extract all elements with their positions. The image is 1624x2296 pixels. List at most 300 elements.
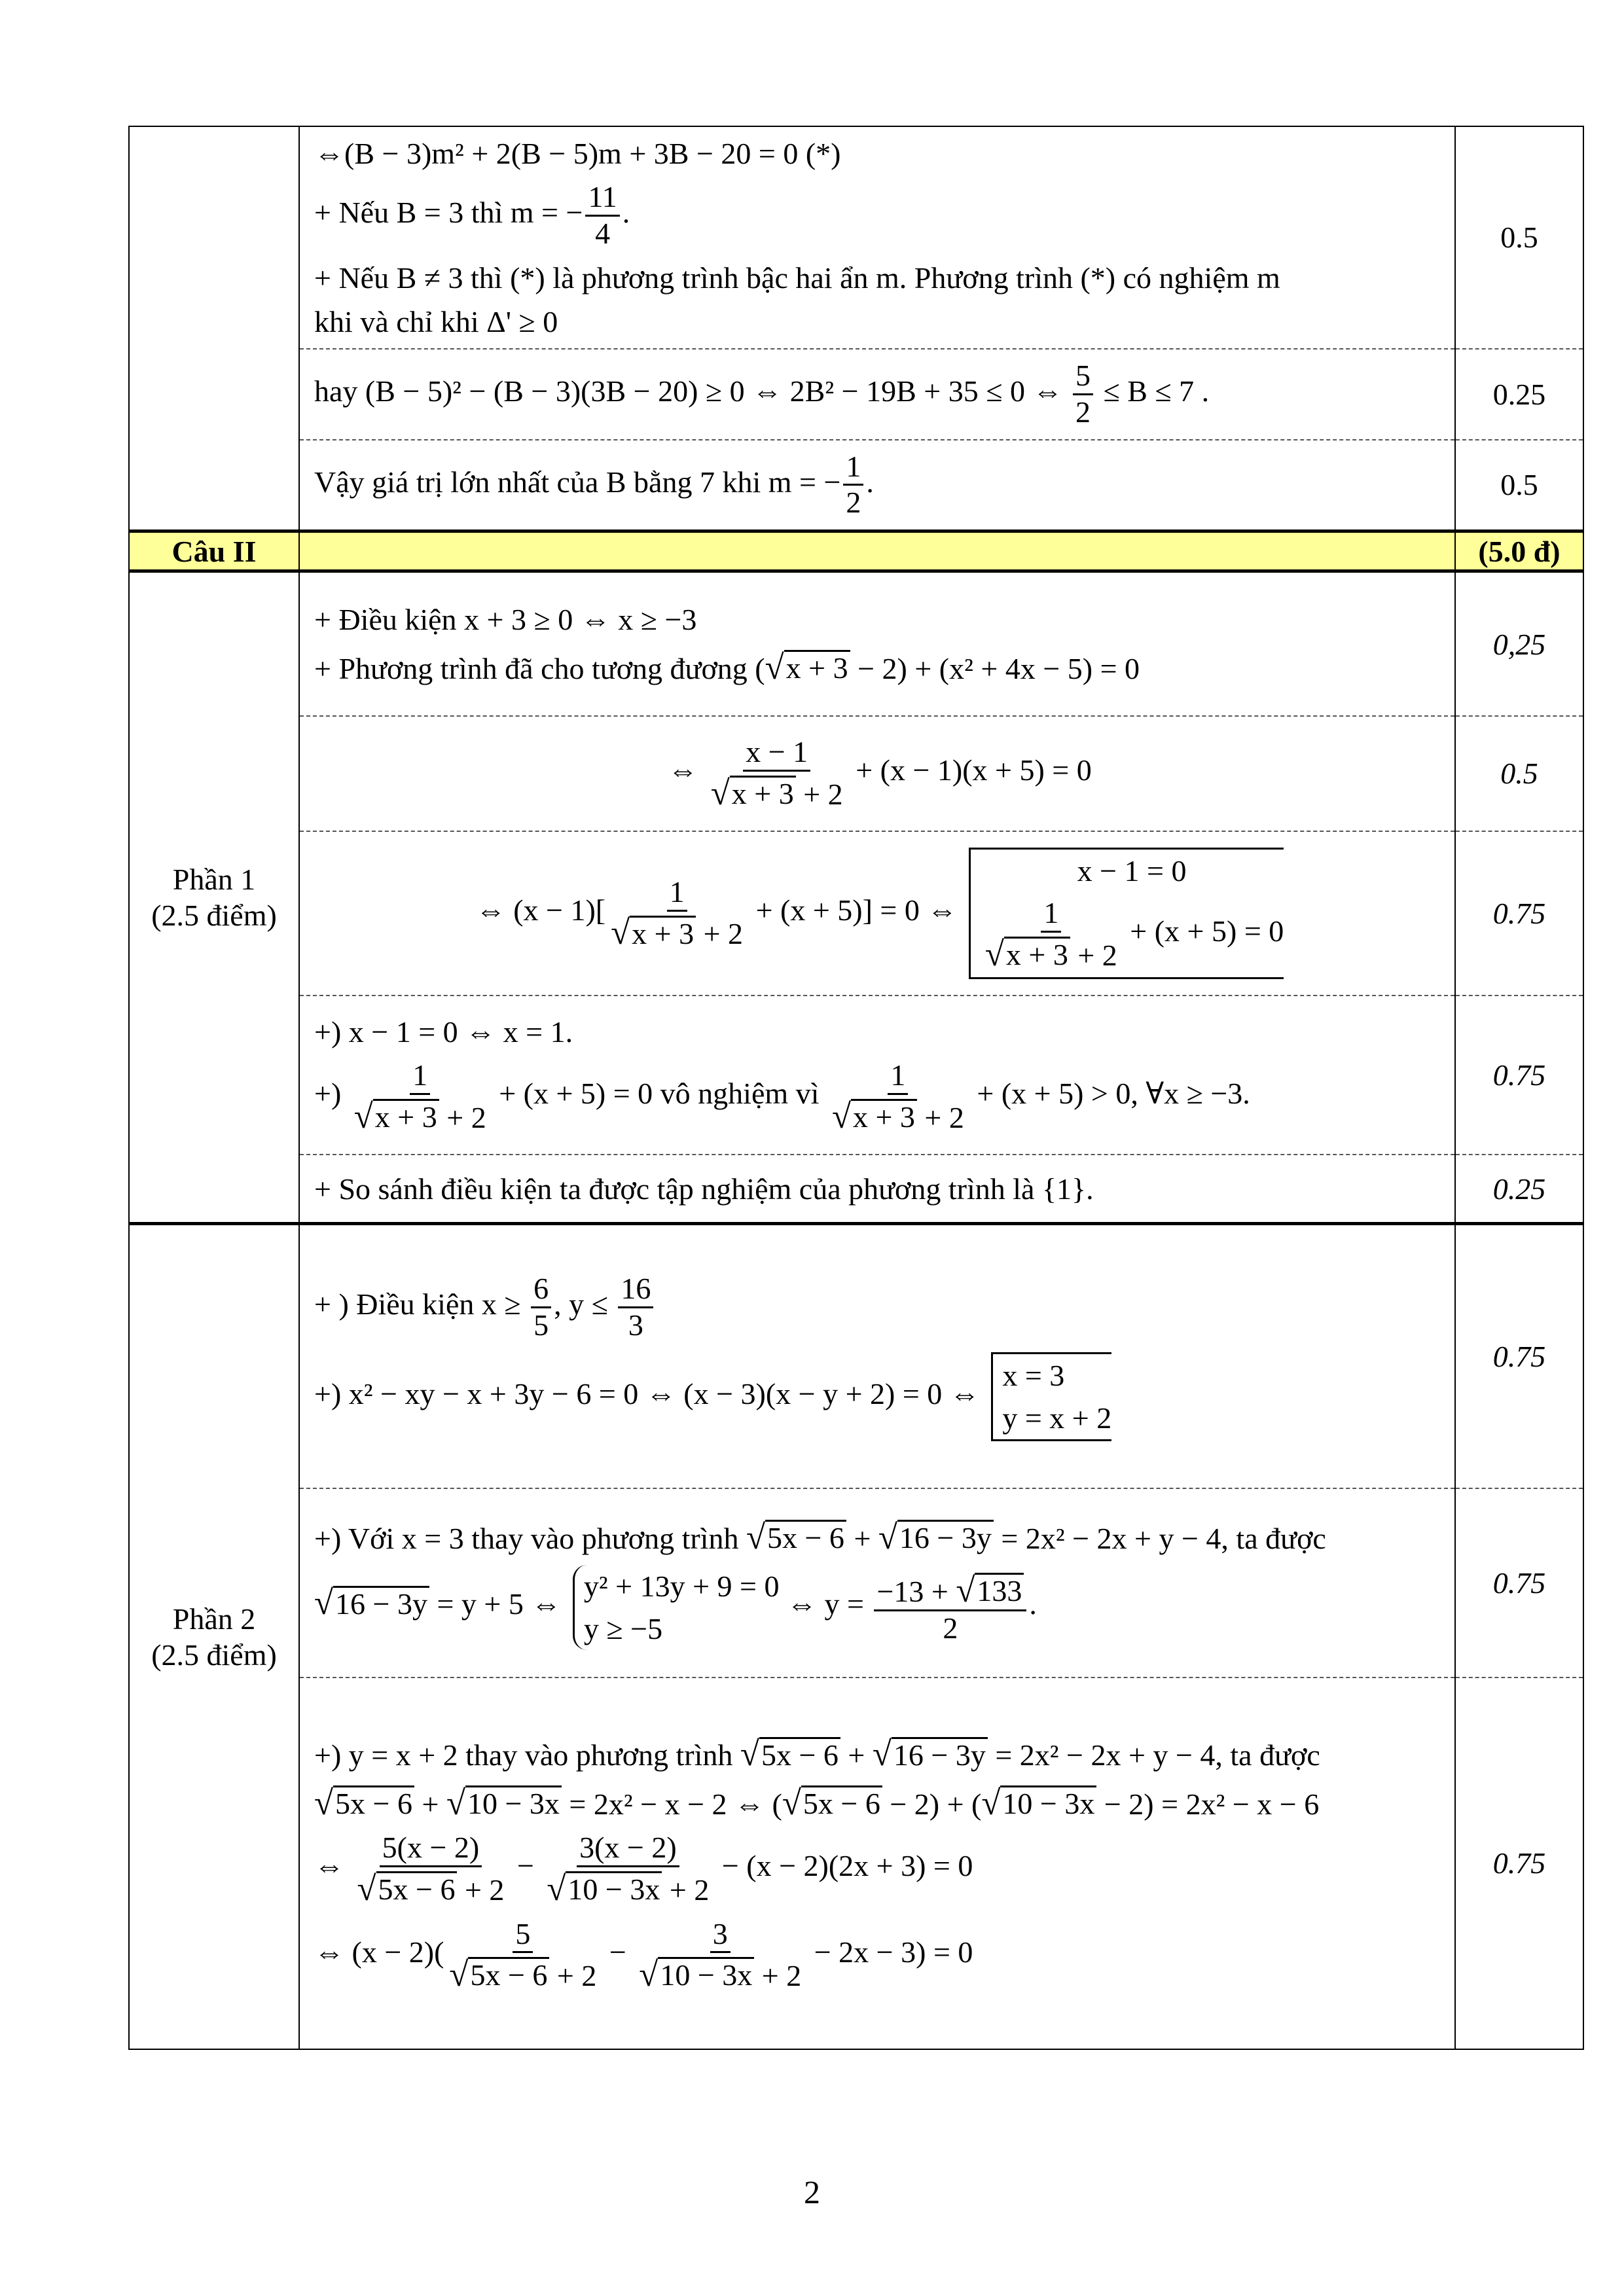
- solution-cell: [299, 716, 1455, 831]
- math-group: [668, 735, 1092, 812]
- radical-sign-icon: √: [639, 1956, 659, 1994]
- math-text: .: [1029, 1587, 1037, 1621]
- math-text: .: [866, 465, 874, 499]
- math-group: [314, 1358, 1112, 1435]
- math-text: 16 − 3y: [893, 1738, 986, 1772]
- math-text: 3(x − 2): [579, 1831, 677, 1865]
- solution-cell: [299, 1155, 1455, 1224]
- math-group: [984, 935, 1117, 973]
- math-text: − (x − 2)(2x + 3) = 0: [714, 1849, 973, 1883]
- math-text: + 2: [549, 1959, 597, 1993]
- radical-sign-icon: √: [314, 1784, 334, 1823]
- math-text: khi và chỉ khi Δ' ≥ 0: [314, 304, 558, 338]
- radicand: [765, 1520, 846, 1555]
- page-number: 2: [804, 2174, 820, 2210]
- math-text: x + 3: [852, 1100, 915, 1134]
- numerator: [513, 1917, 533, 1954]
- score-cell: 0.75: [1455, 1677, 1583, 2049]
- square-root: [782, 1782, 882, 1821]
- section-score: (5.0 đ): [1455, 531, 1583, 571]
- denominator: [355, 1867, 507, 1908]
- solution-line: [314, 735, 1445, 812]
- math-text: 16 − 3y: [335, 1587, 427, 1621]
- math-text: ⇔ y =: [779, 1587, 872, 1621]
- square-root: [832, 1095, 917, 1134]
- radicand: [465, 1785, 562, 1821]
- radicand: [897, 1520, 994, 1555]
- radical-sign-icon: √: [446, 1784, 465, 1823]
- numerator: [888, 1058, 908, 1095]
- denominator: [829, 1095, 967, 1136]
- solution-line: [314, 1565, 1445, 1650]
- radicand: [373, 1099, 439, 1134]
- math-text: +): [314, 1077, 349, 1111]
- fraction: [446, 1917, 599, 1994]
- radicand: [801, 1785, 882, 1821]
- solution-line: [314, 1733, 1445, 1773]
- table-row: [129, 349, 1583, 440]
- math-text: 2: [943, 1611, 958, 1645]
- math-text: +: [414, 1787, 446, 1821]
- square-root: [878, 1516, 994, 1555]
- part2-label: [129, 1224, 299, 2049]
- math-text: 5x − 6: [378, 1872, 456, 1906]
- math-text: x − 1 = 0: [1077, 854, 1187, 888]
- solution-line: [314, 1272, 1445, 1343]
- math-text: 6: [533, 1272, 549, 1306]
- math-text: Vậy giá trị lớn nhất của B bằng 7 khi m = −: [314, 465, 841, 499]
- math-group: [584, 1612, 662, 1645]
- radical-sign-icon: √: [765, 648, 784, 687]
- solution-line: [314, 1014, 1445, 1049]
- radical-sign-icon: √: [611, 914, 630, 952]
- math-text: 1: [890, 1058, 906, 1092]
- numerator: [380, 1831, 482, 1867]
- denominator: [1073, 395, 1093, 430]
- math-text: +) Với x = 3 thay vào phương trình: [314, 1521, 746, 1555]
- math-text: 1: [412, 1058, 428, 1092]
- radicand: [730, 776, 796, 811]
- math-group: [314, 1272, 656, 1342]
- solution-line: [314, 1831, 1445, 1907]
- math-text: y² + 13y + 9 = 0: [583, 1569, 780, 1603]
- brace-system: [573, 1565, 780, 1650]
- fraction: [352, 1058, 489, 1135]
- denominator: [843, 486, 863, 520]
- radical-sign-icon: √: [353, 1097, 373, 1136]
- math-group: [584, 1570, 780, 1603]
- solution-cell: [299, 571, 1455, 716]
- solution-line: [314, 1782, 1445, 1821]
- score-cell: 0.5: [1455, 440, 1583, 531]
- radical-sign-icon: √: [831, 1097, 851, 1136]
- solution-cell: [299, 126, 1455, 349]
- score-cell: 0.5: [1455, 716, 1583, 831]
- numerator: [1041, 896, 1061, 933]
- solution-cell: [299, 831, 1455, 996]
- score-cell: 0.75: [1455, 996, 1583, 1155]
- radicand: [784, 650, 850, 685]
- solution-line: [314, 1058, 1445, 1135]
- math-text: 16 − 3y: [899, 1521, 992, 1554]
- math-text: = 2x² − 2x + y − 4, ta được: [987, 1738, 1320, 1772]
- math-text: +: [840, 1738, 873, 1772]
- math-text: + 2: [439, 1100, 486, 1134]
- math-text: 1: [1043, 896, 1059, 930]
- solution-cell: [299, 1677, 1455, 2049]
- solution-line: [314, 602, 1445, 637]
- radical-sign-icon: √: [740, 1735, 759, 1774]
- radical-sign-icon: √: [746, 1518, 765, 1556]
- math-text: x + 3: [632, 916, 695, 950]
- math-group: [475, 854, 1284, 973]
- math-text: 11: [588, 180, 617, 213]
- square-root: [446, 1782, 562, 1821]
- table-row: [129, 126, 1583, 349]
- solution-cell: [299, 1488, 1455, 1677]
- math-group: [353, 1097, 486, 1136]
- math-text: 2: [846, 486, 861, 520]
- math-text: ⇔ (x − 1)[: [475, 893, 606, 927]
- table-row: [129, 996, 1583, 1155]
- denominator: [983, 933, 1120, 973]
- math-text: + So sánh điều kiện ta được tập nghiệm của phương trình là {1}.: [314, 1172, 1094, 1206]
- solution-line: [314, 1917, 1445, 1994]
- math-group: [357, 1869, 505, 1908]
- solution-line: [314, 359, 1445, 430]
- math-group: [314, 305, 558, 338]
- math-text: −: [509, 1849, 542, 1883]
- math-text: , y ≤: [554, 1287, 616, 1321]
- solution-line: [314, 260, 1445, 295]
- numerator: [710, 1917, 731, 1954]
- table-row: [129, 1677, 1583, 2049]
- math-text: x + 3: [731, 777, 794, 810]
- radical-sign-icon: √: [956, 1571, 975, 1609]
- score-cell: 0.75: [1455, 1488, 1583, 1677]
- numerator: [577, 1831, 679, 1867]
- table-row: [129, 440, 1583, 531]
- radicand: [975, 1573, 1024, 1608]
- denominator: [608, 912, 746, 952]
- solution-cell: [299, 349, 1455, 440]
- section-title: Câu II: [129, 531, 299, 571]
- square-root: [740, 1733, 840, 1772]
- answer-table: [128, 126, 1584, 2050]
- section-header-row: [129, 531, 1583, 571]
- numerator: [585, 180, 619, 217]
- denominator: [626, 1308, 646, 1343]
- square-root: [765, 646, 850, 685]
- radicand: [566, 1871, 662, 1907]
- math-group: [314, 1784, 1320, 1823]
- square-root: [611, 912, 696, 951]
- solution-cell: [299, 1224, 1455, 1488]
- table-row: [129, 1488, 1583, 1677]
- math-group: [314, 358, 1210, 429]
- math-text: + (x + 5)] = 0 ⇔: [748, 893, 965, 927]
- math-text: + 2: [662, 1873, 710, 1907]
- math-text: +) x − 1 = 0 ⇔ x = 1.: [314, 1015, 573, 1049]
- numerator: [531, 1272, 551, 1308]
- square-root: [354, 1095, 439, 1134]
- radicand: [1004, 937, 1070, 972]
- square-root: [357, 1867, 458, 1907]
- square-root: [639, 1953, 754, 1992]
- square-root: [314, 1782, 414, 1821]
- math-text: + 2: [795, 777, 843, 811]
- radical-sign-icon: √: [710, 774, 730, 812]
- radicand: [333, 1785, 414, 1821]
- numerator: [667, 875, 687, 912]
- math-group: [314, 137, 840, 170]
- math-text: 5x − 6: [767, 1521, 844, 1554]
- math-text: ⇔ (x − 2)(: [314, 1935, 444, 1969]
- score-cell: 0.25: [1455, 1155, 1583, 1224]
- math-text: 5: [515, 1916, 531, 1950]
- math-group: [876, 1571, 1024, 1609]
- fraction: [608, 875, 746, 952]
- part-name: Phần 1: [172, 863, 256, 897]
- score-cell: 0,25: [1455, 571, 1583, 716]
- score-cell: 0.5: [1455, 126, 1583, 349]
- radicand: [630, 916, 696, 951]
- math-text: + 2: [457, 1873, 505, 1907]
- solution-line: [314, 848, 1445, 978]
- radicand: [468, 1957, 549, 1992]
- square-root: [746, 1516, 846, 1555]
- radical-sign-icon: √: [981, 1784, 1001, 1823]
- denominator: [352, 1095, 489, 1136]
- math-text: y = x + 2: [1002, 1401, 1112, 1435]
- math-text: 10 − 3x: [568, 1872, 660, 1906]
- math-group: [1077, 854, 1187, 888]
- math-group: [314, 603, 696, 636]
- math-group: [314, 1831, 973, 1908]
- fraction: [983, 896, 1120, 973]
- radical-sign-icon: √: [547, 1869, 566, 1908]
- math-text: − 2) = 2x² − x − 6: [1096, 1787, 1320, 1821]
- math-text: 5: [1075, 358, 1091, 392]
- math-group: [710, 774, 843, 812]
- solution-line: [314, 450, 1445, 521]
- score-cell: 0.75: [1455, 1224, 1583, 1488]
- math-text: ⇔: [314, 1849, 352, 1883]
- math-text: = 2x² − x − 2 ⇔ (: [561, 1787, 782, 1821]
- math-group: [314, 1569, 1037, 1645]
- solution-line: [314, 136, 1445, 171]
- denominator: [446, 1953, 599, 1994]
- solution-cell: [299, 440, 1455, 531]
- fraction: [355, 1831, 507, 1907]
- system-line: [1002, 1401, 1111, 1435]
- radicand: [658, 1957, 754, 1992]
- fraction: [1073, 359, 1093, 430]
- math-text: 3: [628, 1308, 643, 1342]
- table-row: [129, 1155, 1583, 1224]
- math-group: [314, 261, 1280, 295]
- math-text: + 2: [754, 1959, 802, 1993]
- radical-sign-icon: √: [984, 935, 1004, 973]
- math-text: ⇔(B − 3)m² + 2(B − 5)m + 3B − 20 = 0 (*): [314, 137, 841, 170]
- square-root: [711, 772, 796, 811]
- square-root: [547, 1867, 662, 1907]
- fraction: [708, 735, 846, 812]
- system-line: [584, 1569, 780, 1604]
- numerator: [410, 1058, 430, 1095]
- square-root: [873, 1733, 988, 1772]
- math-group: [314, 449, 874, 520]
- denominator: [544, 1867, 712, 1908]
- math-text: x + 3: [785, 651, 848, 685]
- system-line: [980, 853, 1284, 888]
- math-text: ⇔: [668, 753, 706, 787]
- math-text: 5x − 6: [761, 1738, 839, 1772]
- math-text: 5: [533, 1308, 549, 1342]
- fraction: [531, 1272, 551, 1343]
- math-text: − 2) + (: [882, 1787, 982, 1821]
- radical-sign-icon: √: [872, 1735, 892, 1774]
- radicand: [333, 1586, 429, 1621]
- radicand: [1000, 1785, 1096, 1821]
- math-text: + Nếu B = 3 thì m = −: [314, 195, 583, 229]
- part-name: Phần 2: [172, 1602, 256, 1636]
- math-text: 10 − 3x: [467, 1787, 560, 1821]
- table-row: [129, 1224, 1583, 1488]
- bracket-system: [991, 1352, 1111, 1441]
- math-group: [314, 180, 630, 250]
- math-group: [449, 1956, 597, 1994]
- score-cell: 0.75: [1455, 831, 1583, 996]
- denominator: [592, 217, 613, 251]
- math-text: 5x − 6: [335, 1787, 412, 1821]
- bracket-system: [969, 848, 1284, 978]
- math-text: −13 +: [876, 1574, 956, 1608]
- math-text: 5(x − 2): [382, 1831, 480, 1865]
- math-group: [314, 648, 1140, 687]
- denominator: [531, 1308, 551, 1343]
- math-text: 1: [669, 874, 685, 908]
- math-text: + ) Điều kiện x ≥: [314, 1287, 529, 1321]
- radicand: [892, 1737, 988, 1772]
- math-text: +) x² − xy − x + 3y − 6 = 0 ⇔ (x − 3)(x − y + 2) = 0 ⇔: [314, 1376, 988, 1410]
- math-group: [1002, 1401, 1111, 1435]
- solution-line: [314, 646, 1445, 686]
- math-text: − 2) + (x² + 4x − 5) = 0: [850, 651, 1140, 685]
- denominator: [940, 1611, 960, 1646]
- radicand: [851, 1099, 917, 1134]
- math-text: − 2x − 3) = 0: [806, 1935, 973, 1969]
- math-text: 3: [712, 1916, 728, 1950]
- math-text: = y + 5 ⇔: [429, 1587, 569, 1621]
- square-root: [981, 1782, 1096, 1821]
- part1-label: [129, 571, 299, 1224]
- fraction: [843, 450, 863, 521]
- numerator: [874, 1569, 1026, 1611]
- math-text: x + 3: [374, 1100, 437, 1134]
- system-line: [980, 896, 1284, 973]
- math-text: + 2: [916, 1100, 964, 1134]
- numerator: [843, 450, 863, 486]
- system-line: [584, 1611, 780, 1646]
- math-group: [314, 1015, 573, 1049]
- math-group: [639, 1956, 802, 1994]
- fraction: [636, 1917, 804, 1994]
- denominator: [708, 772, 846, 812]
- math-group: [1002, 1359, 1064, 1392]
- radical-sign-icon: √: [449, 1956, 469, 1994]
- math-text: + (x + 5) = 0 vô nghiệm vì: [491, 1077, 827, 1111]
- score-cell: 0.25: [1455, 349, 1583, 440]
- math-text: + Phương trình đã cho tương đương (: [314, 651, 765, 685]
- math-text: + Điều kiện x + 3 ≥ 0 ⇔ x ≥ −3: [314, 603, 697, 637]
- fraction: [874, 1569, 1026, 1645]
- numerator: [743, 735, 810, 772]
- math-text: 1: [846, 449, 861, 483]
- radical-sign-icon: √: [314, 1584, 334, 1623]
- math-text: hay (B − 5)² − (B − 3)(3B − 20) ≥ 0 ⇔ 2B² − 19B + 35 ≤ 0 ⇔: [314, 374, 1070, 408]
- table-row: [129, 571, 1583, 716]
- table-row: [129, 716, 1583, 831]
- radicand: [376, 1871, 458, 1907]
- math-text: 10 − 3x: [660, 1958, 753, 1992]
- math-text: 2: [1075, 395, 1091, 429]
- math-text: 5x − 6: [803, 1787, 880, 1821]
- radical-sign-icon: √: [878, 1518, 897, 1556]
- math-text: x = 3: [1002, 1358, 1065, 1392]
- math-group: [314, 1058, 1250, 1136]
- math-group: [980, 896, 1284, 973]
- math-text: = 2x² − 2x + y − 4, ta được: [993, 1521, 1326, 1555]
- math-text: + (x + 5) > 0, ∀x ≥ −3.: [969, 1077, 1250, 1111]
- math-text: x − 1: [746, 735, 808, 769]
- math-group: [314, 1916, 973, 1994]
- section-header-blank: [299, 531, 1455, 571]
- fraction: [829, 1058, 967, 1135]
- math-text: + 2: [696, 917, 744, 951]
- math-text: −: [602, 1935, 634, 1969]
- radicand: [759, 1737, 840, 1772]
- math-text: + (x − 1)(x + 5) = 0: [848, 753, 1092, 787]
- solution-line: [314, 1172, 1445, 1206]
- solution-line: [314, 304, 1445, 339]
- solution-line: [314, 1352, 1445, 1441]
- solution-line: [314, 180, 1445, 251]
- math-text: x + 3: [1005, 938, 1068, 971]
- numerator: [618, 1272, 653, 1308]
- square-root: [985, 933, 1070, 972]
- radical-sign-icon: √: [782, 1784, 801, 1823]
- part-points: (2.5 điểm): [151, 1638, 277, 1672]
- square-root: [449, 1953, 549, 1992]
- math-text: 5x − 6: [470, 1958, 548, 1992]
- math-text: ≤ B ≤ 7 .: [1095, 374, 1210, 408]
- solution-cell: [299, 996, 1455, 1155]
- math-text: + (x + 5) = 0: [1122, 914, 1284, 948]
- math-text: +: [846, 1521, 878, 1555]
- fraction: [544, 1831, 712, 1907]
- solution-line: [314, 1516, 1445, 1556]
- math-text: 133: [977, 1573, 1022, 1607]
- radical-sign-icon: √: [357, 1869, 376, 1908]
- math-text: 10 − 3x: [1002, 1787, 1095, 1821]
- table-row: [129, 831, 1583, 996]
- square-root: [314, 1582, 429, 1621]
- math-text: 16: [621, 1272, 651, 1306]
- square-root: [956, 1569, 1024, 1608]
- math-text: + 2: [1070, 938, 1117, 972]
- math-group: [611, 914, 744, 952]
